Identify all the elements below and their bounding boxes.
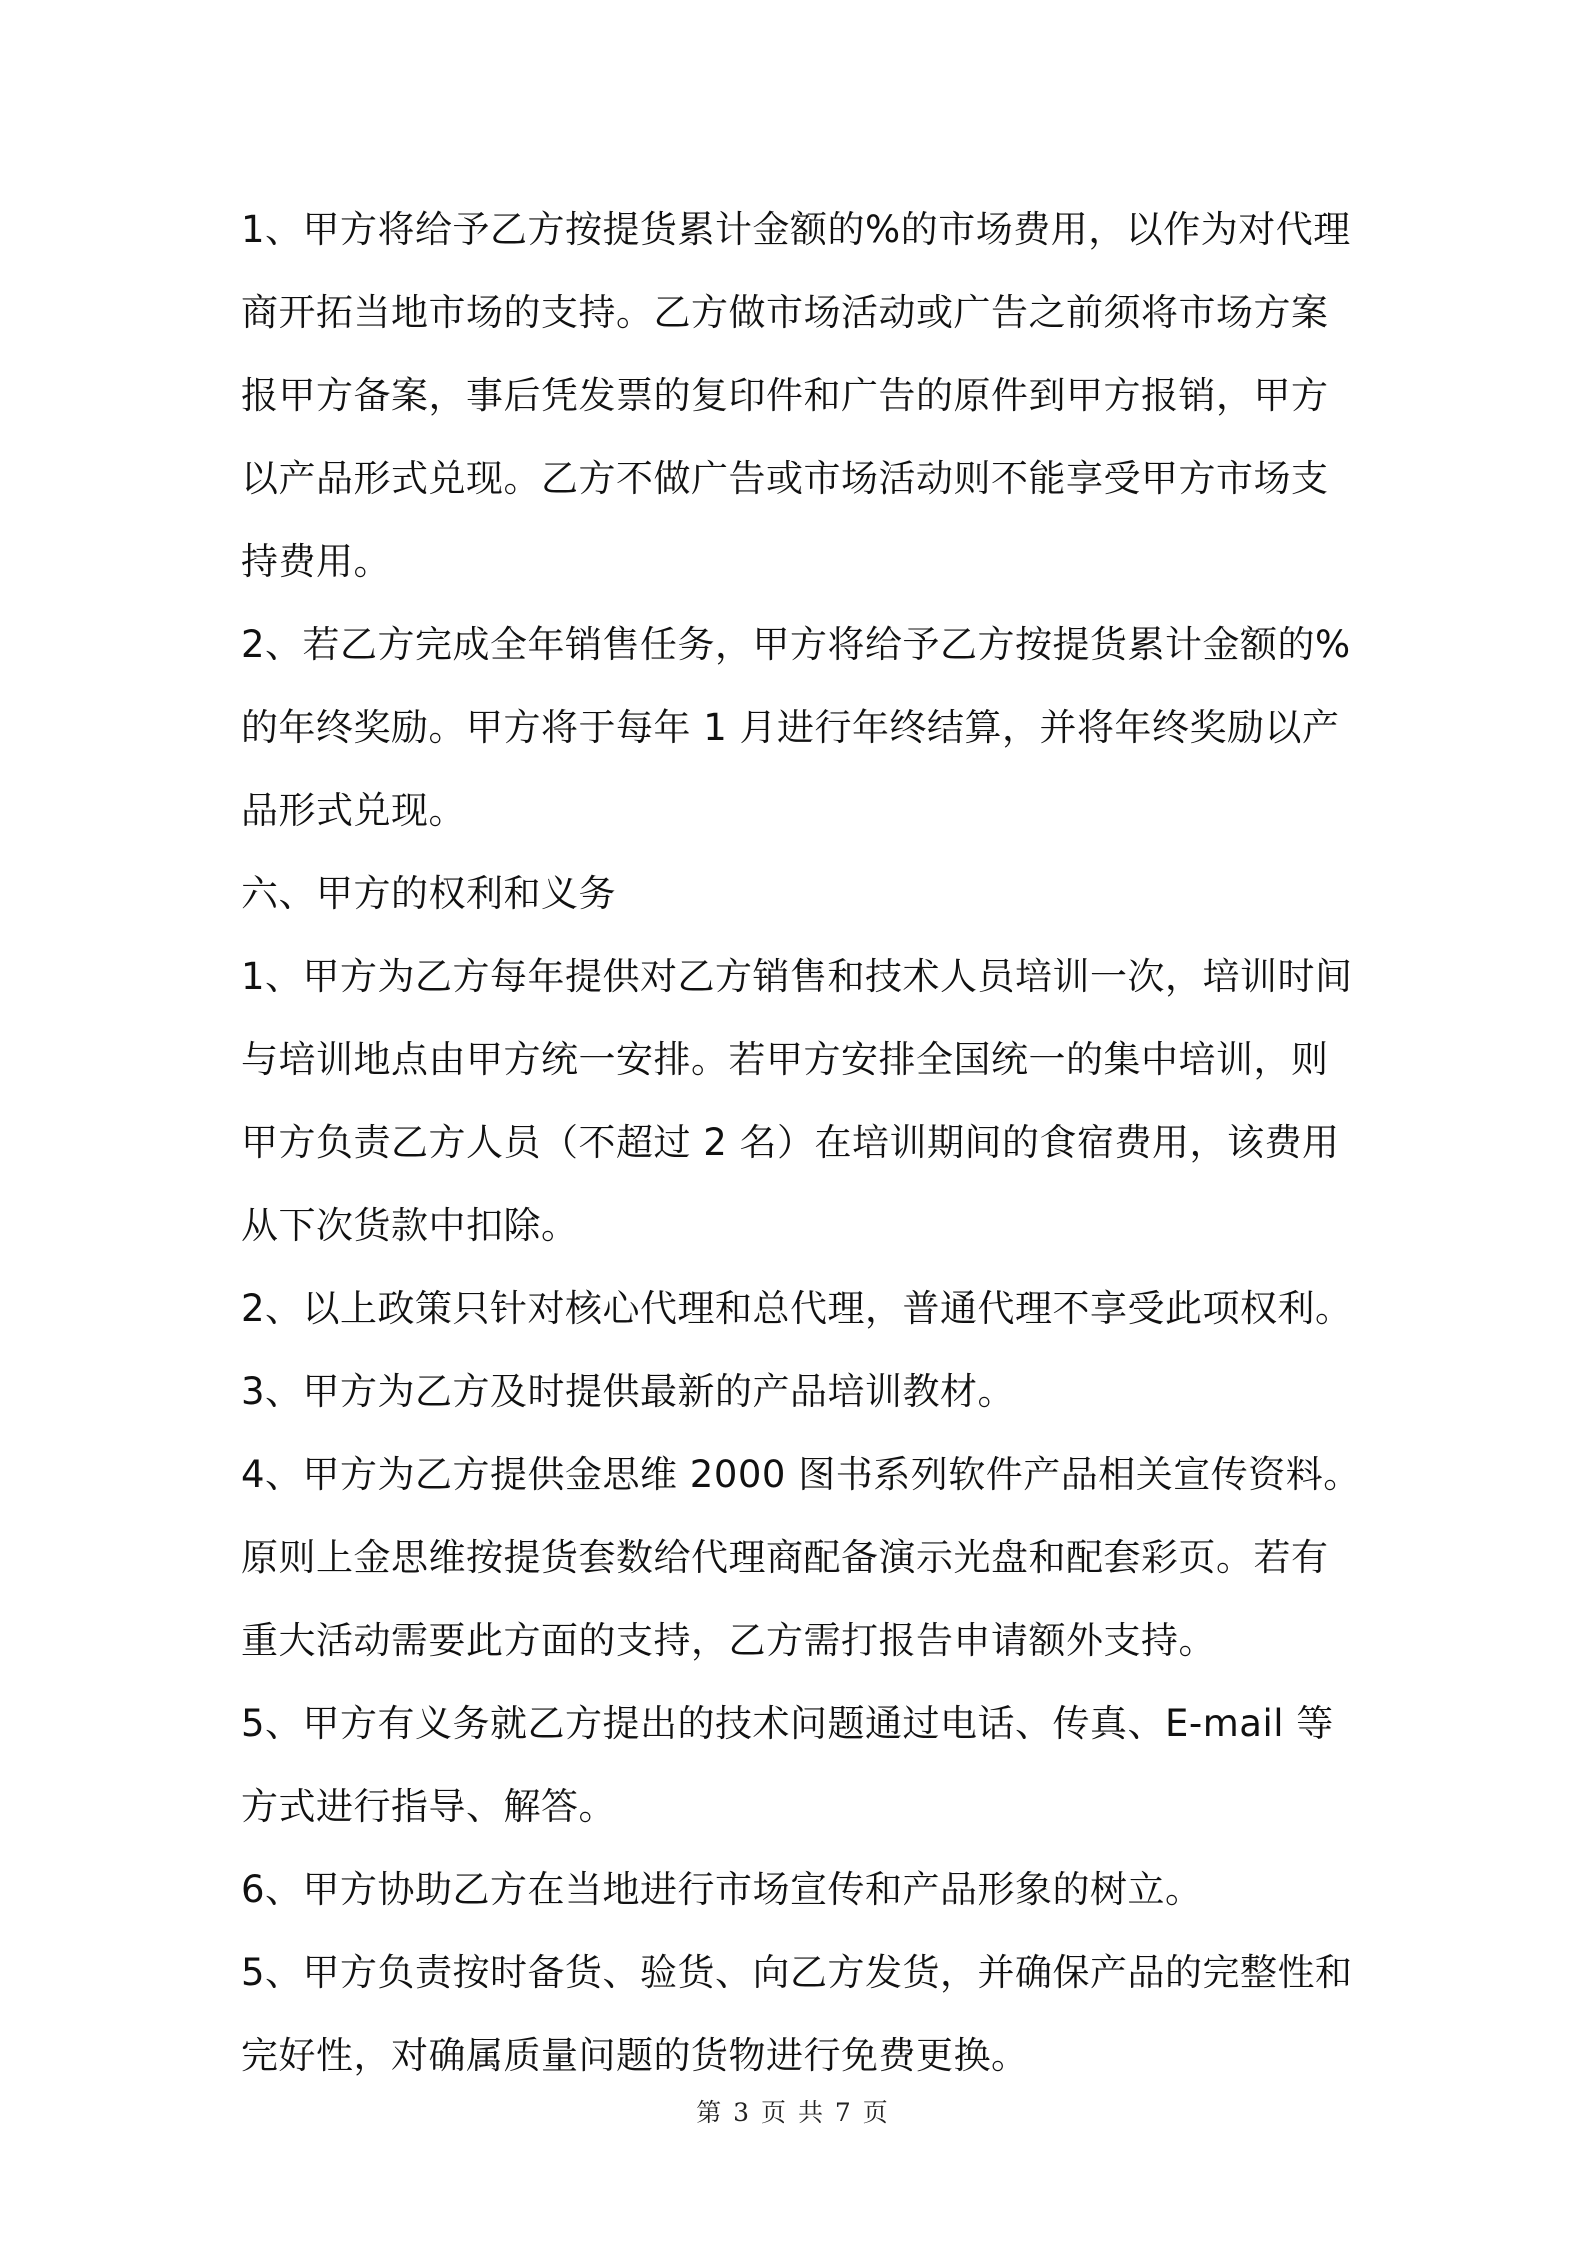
- paragraph-delivery: 5、甲方负责按时备货、验货、向乙方发货，并确保产品的完整性和完好性，对确属质量问题的货物进行免费更换。: [241, 1951, 1353, 2077]
- paragraph-training-materials: 3、甲方为乙方及时提供最新的产品培训教材。: [241, 1370, 1016, 1413]
- section-heading-party-a-rights: 六、甲方的权利和义务: [241, 872, 616, 915]
- paragraph-year-end-reward: 2、若乙方完成全年销售任务，甲方将给予乙方按提货累计金额的%的年终奖励。甲方将于每年 1 月进行年终结算，并将年终奖励以产品形式兑现。: [241, 623, 1351, 832]
- paragraph-training: 1、甲方为乙方每年提供对乙方销售和技术人员培训一次，培训时间与培训地点由甲方统一安排。若甲方安排全国统一的集中培训，则甲方负责乙方人员（不超过 2 名）在培训期间的食宿费用，该费用从下次货款中扣除。: [241, 955, 1353, 1247]
- page-number-footer: 第 3 页 共 7 页: [696, 2098, 890, 2127]
- paragraph-market-promotion: 6、甲方协助乙方在当地进行市场宣传和产品形象的树立。: [241, 1868, 1203, 1911]
- paragraph-market-fee: 1、甲方将给予乙方按提货累计金额的%的市场费用，以作为对代理商开拓当地市场的支持。乙方做市场活动或广告之前须将市场方案报甲方备案，事后凭发票的复印件和广告的原件到甲方报销，甲方以产品形式兑现。乙方不做广告或市场活动则不能享受甲方市场支持费用。: [241, 208, 1351, 583]
- paragraph-tech-support: 5、甲方有义务就乙方提出的技术问题通过电话、传真、E-mail 等方式进行指导、解答。: [241, 1702, 1334, 1828]
- paragraph-promo-materials: 4、甲方为乙方提供金思维 2000 图书系列软件产品相关宣传资料。原则上金思维按提货套数给代理商配备演示光盘和配套彩页。若有重大活动需要此方面的支持，乙方需打报告申请额外支持。: [241, 1453, 1361, 1662]
- paragraph-policy-scope: 2、以上政策只针对核心代理和总代理，普通代理不享受此项权利。: [241, 1287, 1353, 1330]
- document-body: [241, 188, 1361, 2097]
